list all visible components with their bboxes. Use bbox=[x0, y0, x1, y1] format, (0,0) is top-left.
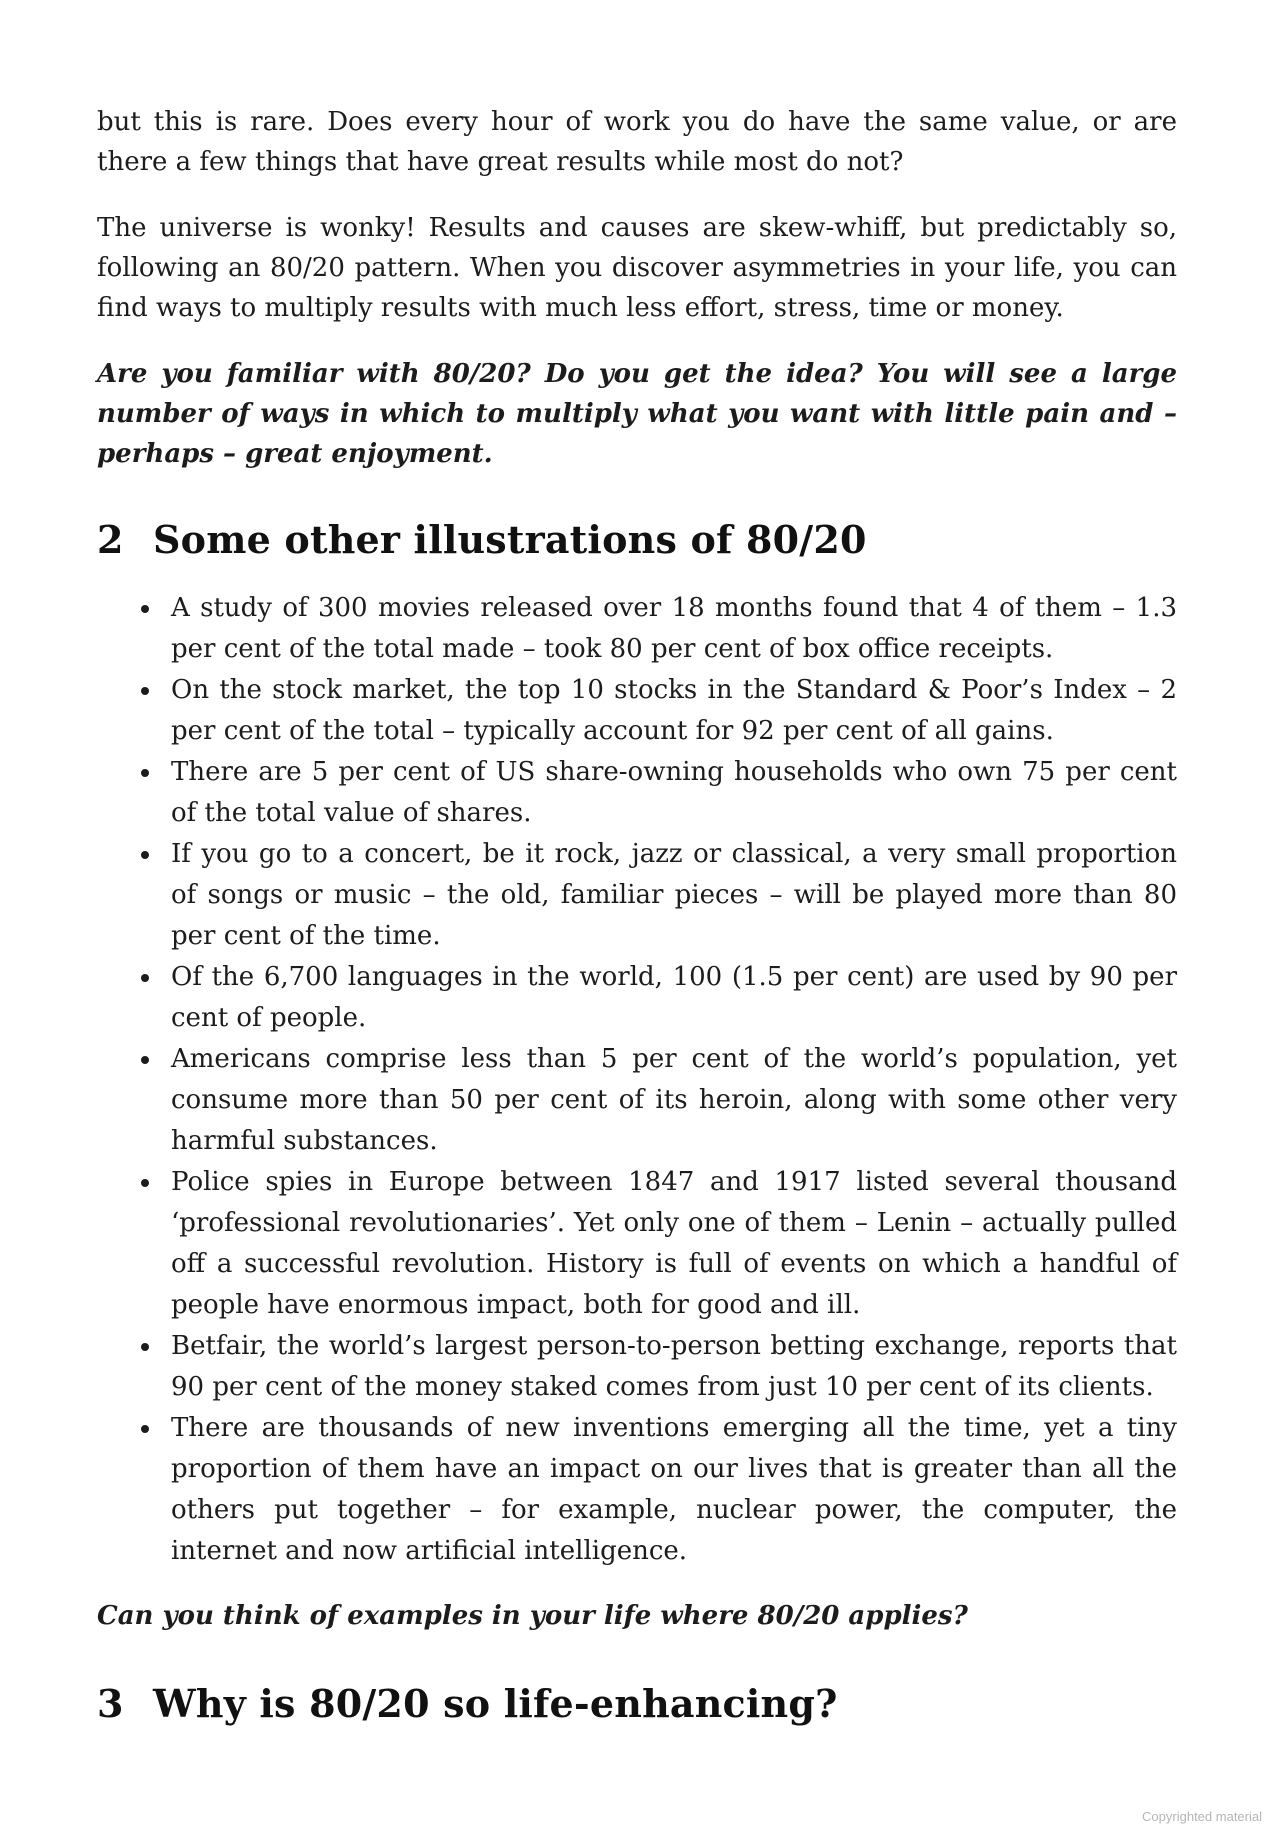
list-item-text: On the stock market, the top 10 stocks in the Standard & Poor’s Index – 2 per cent of the total – typically account for 92 per cent of all gains. bbox=[171, 675, 1177, 746]
list-item-text: If you go to a concert, be it rock, jazz or classical, a very small proportion of songs or music – the old, familiar pieces – will be played more than 80 per cent of the time. bbox=[171, 839, 1177, 951]
list-item bbox=[97, 588, 1177, 670]
list-item bbox=[97, 957, 1177, 1039]
bullet-icon bbox=[141, 1179, 149, 1187]
bullet-icon bbox=[141, 1056, 149, 1064]
list-item-text: There are 5 per cent of US share-owning households who own 75 per cent of the total value of shares. bbox=[171, 757, 1177, 828]
intro-paragraph-2: The universe is wonky! Results and causes are skew-whiff, but predictably so, following an 80/20 pattern. When you discover asymmetries in your life, you can find ways to multiply results with much less effort, stress, time or money. bbox=[97, 213, 1177, 323]
list-item-text: There are thousands of new inventions emerging all the time, yet a tiny proportion of them have an impact on our lives that is greater than all the others put together – for example, nuclear power, the computer, the internet and now artificial intelligence. bbox=[171, 1413, 1177, 1566]
list-item-text: Of the 6,700 languages in the world, 100 (1.5 per cent) are used by 90 per cent of people. bbox=[171, 962, 1177, 1033]
list-item bbox=[97, 1326, 1177, 1408]
bullet-icon bbox=[141, 974, 149, 982]
list-item-text: Betfair, the world’s largest person-to-person betting exchange, reports that 90 per cent of the money staked comes from just 10 per cent of its clients. bbox=[171, 1331, 1177, 1402]
intro-paragraph-1: but this is rare. Does every hour of work you do have the same value, or are there a few things that have great results while most do not? bbox=[97, 107, 1177, 177]
list-item bbox=[97, 670, 1177, 752]
list-item-text: Police spies in Europe between 1847 and 1917 listed several thousand ‘professional revolutionaries’. Yet only one of them – Lenin – actually pulled off a successful revolution. History is full of events on which a handful of people have enormous impact, both for good and ill. bbox=[171, 1167, 1177, 1320]
section-3-number: 3 bbox=[97, 1681, 124, 1726]
section-2-question: Can you think of examples in your life where 80/20 applies? bbox=[97, 1601, 968, 1631]
list-item bbox=[97, 834, 1177, 957]
bullet-icon bbox=[141, 687, 149, 695]
list-item-text: A study of 300 movies released over 18 months found that 4 of them – 1.3 per cent of the total made – took 80 per cent of box office receipts. bbox=[171, 593, 1177, 664]
bullet-icon bbox=[141, 769, 149, 777]
list-item bbox=[97, 1408, 1177, 1572]
section-2-number: 2 bbox=[97, 517, 124, 562]
bullet-icon bbox=[141, 605, 149, 613]
bullet-icon bbox=[141, 851, 149, 859]
section-3-heading bbox=[97, 1676, 1177, 1732]
section-2-title: Some other illustrations of 80/20 bbox=[153, 517, 867, 562]
list-item-text: Americans comprise less than 5 per cent of the world’s population, yet consume more than 50 per cent of its heroin, along with some other very harmful substances. bbox=[171, 1044, 1177, 1156]
copyright-watermark: Copyrighted material bbox=[1142, 1809, 1262, 1824]
list-item bbox=[97, 1039, 1177, 1162]
section-3-title: Why is 80/20 so life-enhancing? bbox=[153, 1681, 838, 1726]
bullet-icon bbox=[141, 1425, 149, 1433]
list-item bbox=[97, 752, 1177, 834]
list-item bbox=[97, 1162, 1177, 1326]
illustrations-list bbox=[97, 588, 1177, 1572]
bullet-icon bbox=[141, 1343, 149, 1351]
book-page bbox=[97, 102, 1177, 1752]
section-2-heading bbox=[97, 512, 1177, 568]
intro-question: Are you familiar with 80/20? Do you get the idea? You will see a large number of ways in which to multiply what you want with little pain and – perhaps – great enjoyment. bbox=[97, 359, 1177, 469]
